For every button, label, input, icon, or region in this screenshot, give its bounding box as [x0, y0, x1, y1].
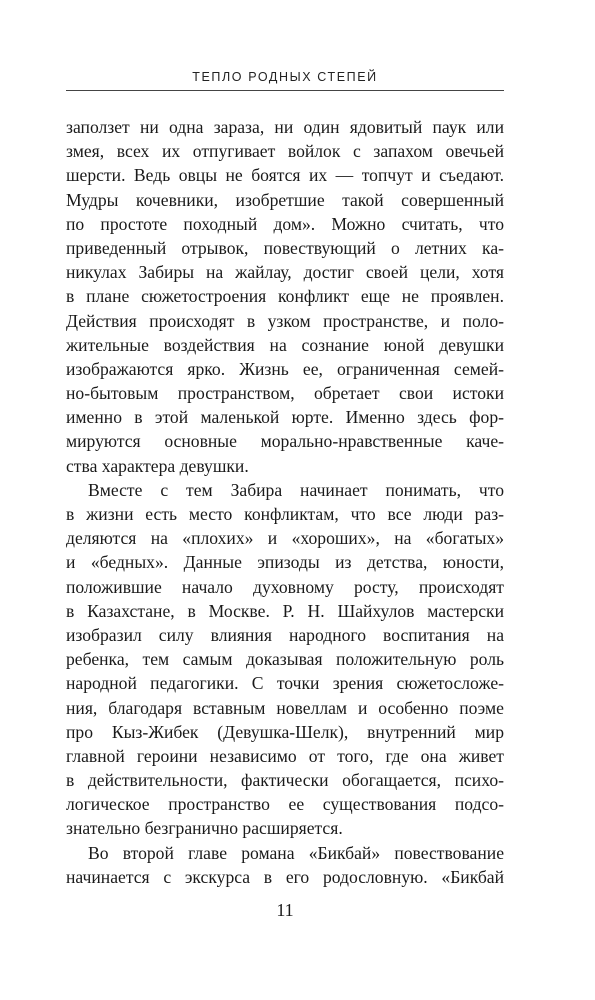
text-line: изображаются ярко. Жизнь ее, ограниченная семей-	[66, 358, 504, 379]
text-line: заползет ни одна зараза, ни один ядовитый паук или	[66, 117, 504, 137]
text-line: в плане сюжетостроения конфликт еще не проявлен.	[66, 286, 504, 307]
page-number: 11	[276, 900, 294, 920]
text-line: в действительности, фактически обогащается, психо-	[66, 770, 504, 791]
text-line: в Казахстане, в Москве. Р. Н. Шайхулов мастерски	[66, 600, 504, 621]
text-line: изобразил силу влияния народного воспитания на	[66, 624, 504, 645]
text-line: знательно безгранично расширяется.	[66, 818, 343, 839]
text-line: главной героини независимо от того, где она живет	[66, 745, 504, 766]
text-line: Действия происходят в узком пространстве, и поло-	[66, 310, 504, 331]
text-line: ния, благодаря вставным новеллам и особенно поэме	[66, 697, 504, 718]
text-line: шерсти. Ведь овцы не боятся их — топчут и съедают.	[66, 165, 504, 186]
text-line: и «бедных». Данные эпизоды из детства, юности,	[66, 552, 504, 573]
text-line: по простоте походный дом». Можно считать, что	[66, 213, 504, 234]
text-line: Мудры кочевники, изобретшие такой совершенный	[66, 189, 504, 210]
text-line: народной педагогики. С точки зрения сюжетосложе-	[66, 673, 504, 694]
text-line: начинается с экскурса в его родословную. «Бикбай	[66, 866, 504, 887]
header-rule	[66, 90, 504, 91]
running-head: ТЕПЛО РОДНЫХ СТЕПЕЙ	[192, 70, 378, 84]
text-line: ребенка, тем самым доказывая положительную роль	[66, 649, 504, 670]
text-line: ства характера девушки.	[66, 455, 249, 476]
text-line: положившие начало духовному росту, происходят	[66, 576, 504, 597]
text-line: в жизни есть место конфликтам, что все люди раз-	[66, 504, 504, 524]
text-line: никулах Забиры на жайлау, достиг своей цели, хотя	[66, 262, 504, 283]
text-line: Вместе с тем Забира начинает понимать, что	[88, 479, 504, 500]
text-line: логическое пространство ее существования подсо-	[66, 794, 504, 815]
text-line: Во второй главе романа «Бикбай» повествование	[88, 842, 504, 863]
text-line: мируются основные морально-нравственные каче-	[66, 431, 504, 452]
text-line: про Кыз-Жибек (Девушка-Шелк), внутренний мир	[66, 721, 504, 742]
text-line: именно в этой маленькой юрте. Именно здесь фор-	[66, 407, 504, 428]
paragraph	[66, 478, 504, 841]
paragraph	[66, 841, 504, 889]
body-text	[66, 115, 504, 889]
text-line: но-бытовым пространством, обретает свои истоки	[66, 383, 504, 404]
text-line: деляются на «плохих» и «хороших», на «богатых»	[66, 528, 504, 549]
text-line: приведенный отрывок, повествующий о летних ка-	[66, 237, 504, 258]
text-line: змея, всех их отпугивает войлок с запахом овечьей	[66, 141, 504, 162]
text-line: жительные воздействия на сознание юной девушки	[66, 334, 504, 355]
paragraph	[66, 115, 504, 478]
